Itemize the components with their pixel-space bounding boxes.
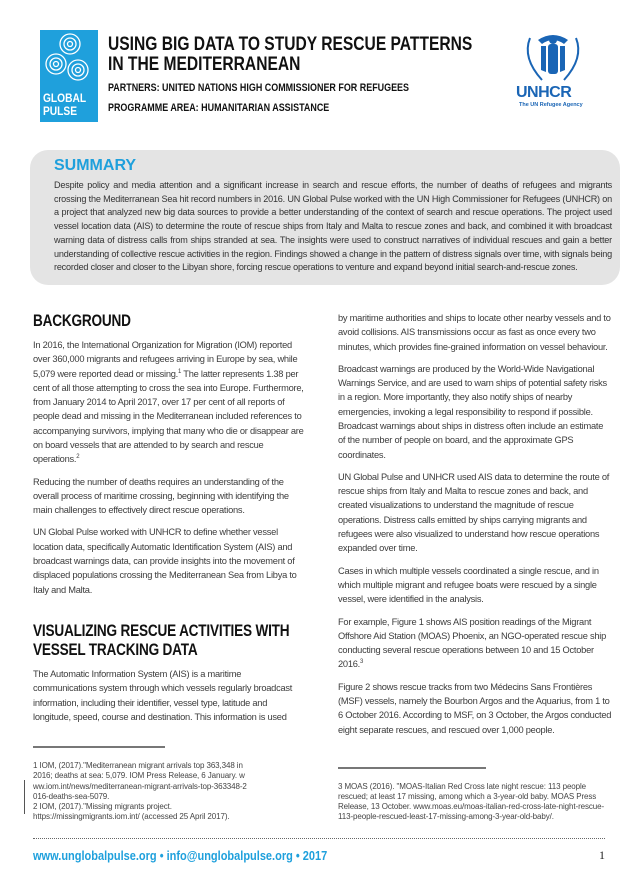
visualizing-heading: VISUALIZING RESCUE ACTIVITIES WITH VESSEL TRACKING DATA: [33, 620, 290, 659]
footnote-divider: [33, 746, 165, 748]
footer-contact[interactable]: www.unglobalpulse.org • info@unglobalpulse.org • 2017: [33, 849, 328, 864]
partners-line: PARTNERS: UNITED NATIONS HIGH COMMISSIONER FOR REFUGEES: [108, 82, 409, 94]
body-paragraph: Broadcast warnings are produced by the World-Wide Navigational Warnings Service, and are used to warn ships of potential safety risks in a region. More importantly, they also notify ships of nearby emergencies, invoking a legal responsibility to respond if possible. Broadcast warnings about ships in distress often include an estimate of the number of people on board, and the approximate GPS coordinates.: [338, 363, 607, 460]
body-paragraph: Cases in which multiple vessels coordinated a single rescue, and in which multiple migrant and refugee boats were rescued by a single vessel, were identified in the analysis.: [338, 565, 599, 605]
summary-heading: SUMMARY: [54, 157, 137, 174]
body-paragraph: For example, Figure 1 shows AIS position readings of the Migrant Offshore Aid Station (MOAS) Phoenix, an NGO-operated rescue ship conducting several rescue operations between 10 and 15 October 2016.$^3$: [338, 616, 607, 670]
right-column: [338, 311, 612, 822]
title-line: USING BIG DATA TO STUDY RESCUE PATTERNS: [108, 33, 473, 55]
summary-box: [30, 150, 620, 285]
background-paragraph: Reducing the number of deaths requires an understanding of the overall process of maritime crossing, beginning with identifying the main challenges to effectively direct rescue operations.: [33, 476, 289, 516]
change-bar: [24, 780, 25, 814]
left-column: [33, 311, 307, 822]
page-number: 1: [599, 848, 605, 863]
unhcr-tagline: The UN Refugee Agency: [519, 102, 583, 108]
footnote-divider: [338, 767, 486, 769]
global-pulse-circles-icon: [40, 30, 98, 92]
logo-text-line: PULSE: [43, 104, 78, 118]
footnote-3: 3 MOAS (2016). "MOAS-Italian Red Cross late night rescue: 113 people rescued; at least 17 missing, among which a 3-year-old baby. MOAS Press Release, 13 October. www.moas.eu/moas-italian-red-cross-late-night-rescue-113-people-rescued-least-17-missing-among-3-year-old-baby/.: [338, 781, 605, 822]
footnote-1: 1 IOM, (2017)."Mediterranean migrant arrivals top 363,348 in 2016; deaths at sea: 5,079. IOM Press Release, 6 January. www.iom.int/news/mediterranean-migrant-arrivals-top-363348-2016-deaths-sea-5079.: [33, 761, 247, 801]
footnotes-left: [33, 732, 307, 822]
unhcr-name: UNHCR: [516, 84, 572, 101]
title-line: IN THE MEDITERRANEAN: [108, 53, 301, 75]
summary-text: Despite policy and media attention and a significant increase in search and rescue efforts, the number of deaths of refugees and migrants crossing the Mediterranean Sea hit record numbers in 2016. UN Global Pulse worked with the UN High Commissioner for Refugees (UNHCR) on a project that analyzed new big data sources to provide a better understanding of the context of search and rescue operations. The project used vessel location data (AIS) to determine the route of rescue ships from Italy and Malta to rescue zones and back, and combined it with broadcast warning data of distress calls from ships stranded at sea. The insights were used to construct narratives of individual rescues and gain a better understanding of collective rescue activities in the region. Findings showed a change in the pattern of distress signals over time, with signals being recorded closer and closer to the Libyan shore, forcing rescue operations to venture and expand beyond initial search-and-rescue zones.: [54, 180, 612, 273]
background-paragraph: In 2016, the International Organization for Migration (IOM) reported over 360,000 migrants and refugees arriving in Europe by sea, while 5,079 were reported dead or missing.$^1$ The latter represents 1.38 per cent of all those attempting to cross the sea into Europe. Furthermore, from January 2014 to April 2017, over 17 per cent of all reports of people dead and missing in the Mediterranean included references to accompanying survivors, implying that many who die or disappear are on board vessels that are attended to by search and rescue operations.$^2$: [33, 339, 304, 465]
footnotes-right: [338, 753, 612, 823]
footer: [33, 839, 605, 869]
footnote-ref[interactable]: 1: [178, 368, 182, 375]
background-heading: BACKGROUND: [33, 310, 131, 330]
body-columns: [33, 311, 612, 822]
programme-area-line: PROGRAMME AREA: HUMANITARIAN ASSISTANCE: [108, 102, 330, 114]
visualizing-paragraph: The Automatic Information System (AIS) is a maritime communications system through which vessels regularly broadcast information, including their identifier, vessel type, latitude and longitude, speed, course and destination. This information is used: [33, 668, 293, 722]
body-paragraph: by maritime authorities and ships to locate other nearby vessels and to avoid collisions. AIS transmissions occur as fast as once every two minutes, which provides fine-grained information on vessel behaviour.: [338, 312, 611, 352]
footnote-ref[interactable]: 3: [360, 659, 364, 666]
unhcr-emblem-icon: [508, 30, 598, 84]
background-paragraph: UN Global Pulse worked with UNHCR to define whether vessel location data, specifically Automatic Identification System (AIS) and broadcast warnings data, can provide insights into the movement of displaced populations crossing the Mediterranean Sea from Libya to Italy and Malta.: [33, 527, 297, 595]
page-header: [0, 0, 638, 150]
footnote-ref[interactable]: 2: [76, 454, 80, 461]
footnote-2: 2 IOM, (2017)."Missing migrants project. https://missingmigrants.iom.int/ (accessed 25 April 2017).: [33, 801, 230, 822]
page-title: [108, 34, 472, 74]
global-pulse-logo: [40, 30, 98, 122]
body-paragraph: Figure 2 shows rescue tracks from two Médecins Sans Frontières (MSF) vessels, namely the Bourbon Argos and the Aquarius, from 1 to 6 October 2016. According to MSF, on 3 October, the Argos conducted eight separate rescues, and rescued over 1,000 people.: [338, 681, 612, 735]
body-paragraph: UN Global Pulse and UNHCR used AIS data to determine the route of rescue ships from Italy and Malta to rescue zones and back, and created visualizations to understand the magnitude of rescue operations. Distress calls emitted by ships carrying migrants and refugees were also visualized to understand how rescue operations expanded over time.: [338, 471, 610, 554]
logo-text-line: GLOBAL: [43, 91, 87, 105]
unhcr-logo: [508, 30, 598, 115]
